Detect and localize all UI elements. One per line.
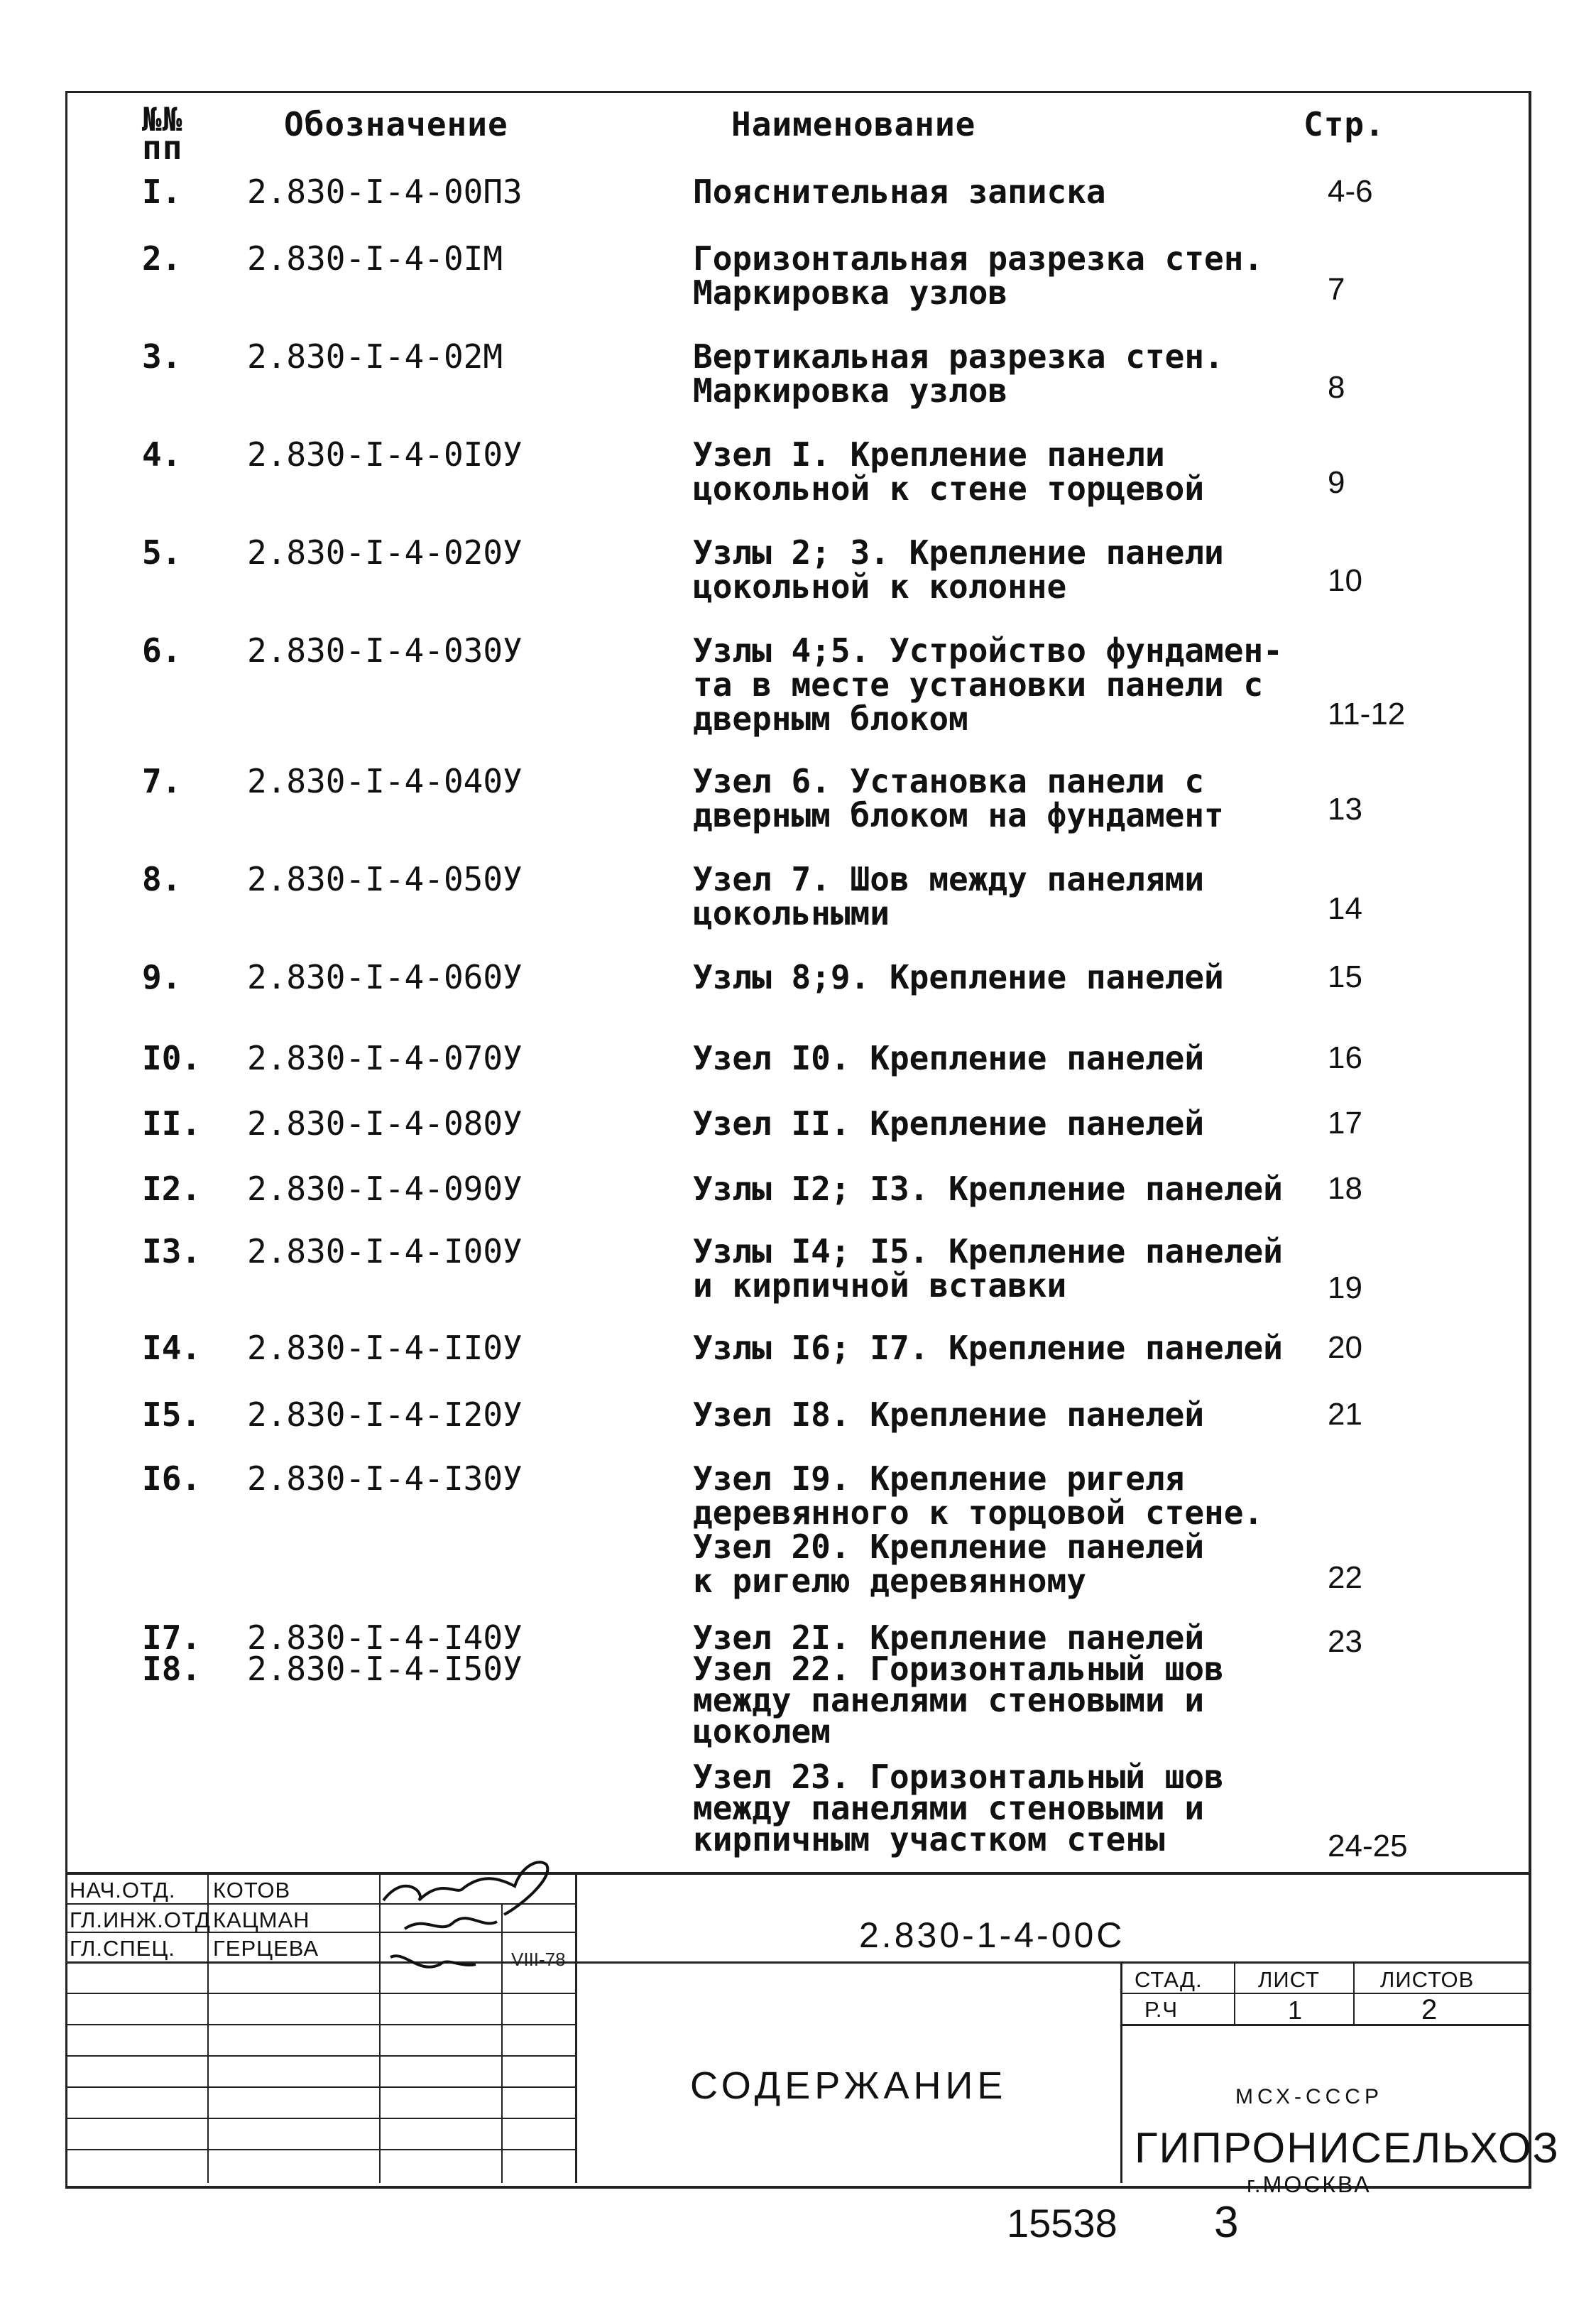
archive-number: 15538 — [1007, 2201, 1117, 2246]
row-number: I6. — [142, 1459, 202, 1498]
organization: ГИПРОНИСЕЛЬХОЗ — [1135, 2124, 1560, 2172]
stage-value: Р.Ч — [1144, 1997, 1179, 2022]
header-designation: Обозначение — [284, 105, 508, 143]
row-name: Узел 7. Шов между панелями цокольными — [693, 860, 1205, 932]
header-num: №№ пп — [142, 100, 183, 167]
row-designation: 2.830-I-4-050У — [247, 860, 523, 898]
signature-scribbles — [376, 1851, 589, 2000]
role-chief-engineer: ГЛ.ИНЖ.ОТД — [70, 1907, 211, 1932]
document-code: 2.830-1-4-00С — [859, 1915, 1125, 1955]
row-page: 18 — [1328, 1171, 1362, 1206]
row-page: 9 — [1328, 465, 1345, 500]
row-page: 23 — [1328, 1624, 1362, 1659]
tb-line — [65, 2118, 575, 2119]
row-number: 4. — [142, 435, 182, 474]
name-katsman: КАЦМАН — [213, 1907, 310, 1932]
row-name: Узел 23. Горизонтальный шов между панелями стеновыми и кирпичным участком стены — [693, 1758, 1224, 1858]
stage-label: СТАД. — [1135, 1967, 1203, 1992]
name-kotov: КОТОВ — [213, 1878, 291, 1903]
role-head-of-dept: НАЧ.ОТД. — [70, 1878, 176, 1903]
header-name: Наименование — [731, 105, 976, 143]
row-page: 13 — [1328, 792, 1362, 827]
row-name: Узлы I2; I3. Крепление панелей — [693, 1170, 1283, 1208]
row-designation: 2.830-I-4-070У — [247, 1039, 523, 1077]
role-chief-specialist: ГЛ.СПЕЦ. — [70, 1936, 175, 1961]
row-name: Узел I9. Крепление ригеля деревянного к торцовой стене. Узел 20. Крепление панелей к ригелю деревянному — [693, 1459, 1264, 1600]
row-page: 16 — [1328, 1040, 1362, 1075]
row-page: 14 — [1328, 891, 1362, 926]
tb-vline — [1120, 1961, 1122, 2183]
row-designation: 2.830-I-4-II0У — [247, 1329, 523, 1367]
row-name: Пояснительная записка — [693, 173, 1106, 211]
row-number: I5. — [142, 1395, 202, 1434]
row-name: Узлы 8;9. Крепление панелей — [693, 958, 1224, 996]
row-number: 5. — [142, 533, 182, 572]
tb-top-line — [65, 1872, 1529, 1875]
row-name: Горизонтальная разрезка стен. Маркировка узлов — [693, 239, 1264, 312]
row-designation: 2.830-I-4-0IМ — [247, 239, 503, 278]
row-page: 22 — [1328, 1560, 1362, 1595]
sheets-value: 2 — [1421, 1994, 1438, 2025]
tb-line — [65, 2086, 575, 2088]
row-name: Вертикальная разрезка стен. Маркировка узлов — [693, 337, 1224, 410]
row-name: Узлы I4; I5. Крепление панелей и кирпичной вставки — [693, 1232, 1283, 1305]
city: г.МОСКВА — [1247, 2172, 1372, 2197]
tb-line — [65, 1961, 1529, 1964]
row-number: 3. — [142, 337, 182, 376]
tb-vline — [1353, 1961, 1355, 2025]
row-number: I7. I8. — [142, 1618, 202, 1688]
row-designation: 2.830-I-4-I00У — [247, 1232, 523, 1270]
row-designation: 2.830-I-4-I30У — [247, 1459, 523, 1498]
row-page: 19 — [1328, 1270, 1362, 1305]
row-page: 20 — [1328, 1330, 1362, 1365]
row-page: 17 — [1328, 1106, 1362, 1141]
page-number: 3 — [1214, 2198, 1239, 2247]
row-name: Узел II. Крепление панелей — [693, 1104, 1205, 1143]
row-page: 24-25 — [1328, 1829, 1408, 1863]
row-page: 15 — [1328, 959, 1362, 994]
sheet-label: ЛИСТ — [1258, 1967, 1320, 1992]
row-page: 11-12 — [1328, 697, 1406, 731]
row-name: Узел I8. Крепление панелей — [693, 1395, 1205, 1434]
sheets-label: ЛИСТОВ — [1380, 1967, 1475, 1992]
row-name: Узлы 4;5. Устройство фундамен- та в месте установки панели с дверным блоком — [693, 631, 1283, 738]
row-page: 4-6 — [1328, 174, 1373, 209]
row-name: Узлы 2; 3. Крепление панели цокольной к колонне — [693, 533, 1224, 606]
row-name: Узлы I6; I7. Крепление панелей — [693, 1329, 1283, 1367]
row-designation: 2.830-I-4-080У — [247, 1104, 523, 1143]
row-designation: 2.830-I-4-I40У 2.830-I-4-I50У — [247, 1618, 523, 1688]
row-designation: 2.830-I-4-030У — [247, 631, 523, 670]
row-designation: 2.830-I-4-060У — [247, 958, 523, 996]
row-designation: 2.830-I-4-0I0У — [247, 435, 523, 474]
header-page: Стр. — [1303, 105, 1385, 143]
tb-line — [65, 2149, 575, 2150]
signature-date: VIII-78 — [511, 1949, 566, 1970]
row-number: I3. — [142, 1232, 202, 1270]
row-name: Узел I. Крепление панели цокольной к стене торцевой — [693, 435, 1205, 508]
row-number: I4. — [142, 1329, 202, 1367]
name-gertseva: ГЕРЦЕВА — [213, 1936, 319, 1961]
row-designation: 2.830-I-4-090У — [247, 1170, 523, 1208]
tb-line — [65, 2055, 575, 2057]
sheet-value: 1 — [1288, 1996, 1303, 2025]
sheet-title: СОДЕРЖАНИЕ — [690, 2064, 1007, 2107]
row-name: Узел 2I. Крепление панелей Узел 22. Горизонтальный шов между панелями стеновыми и цоколем — [693, 1618, 1224, 1751]
row-page: 7 — [1328, 272, 1345, 307]
row-designation: 2.830-I-4-040У — [247, 762, 523, 800]
tb-line — [65, 2024, 575, 2025]
tb-line — [1120, 1993, 1529, 1994]
ministry: МСХ-СССР — [1235, 2085, 1383, 2108]
row-designation: 2.830-I-4-020У — [247, 533, 523, 572]
row-number: I2. — [142, 1170, 202, 1208]
row-number: II. — [142, 1104, 202, 1143]
row-designation: 2.830-I-4-00ПЗ — [247, 173, 523, 211]
row-number: 6. — [142, 631, 182, 670]
row-number: 7. — [142, 762, 182, 800]
row-number: I0. — [142, 1039, 202, 1077]
row-number: 2. — [142, 239, 182, 278]
row-name: Узел 6. Установка панели с дверным блоком на фундамент — [693, 762, 1224, 834]
tb-vline — [1234, 1961, 1235, 2025]
row-number: 8. — [142, 860, 182, 898]
row-designation: 2.830-I-4-02М — [247, 337, 503, 376]
tb-line — [1120, 2024, 1529, 2026]
row-page: 10 — [1328, 563, 1362, 598]
row-page: 8 — [1328, 370, 1345, 405]
row-name: Узел I0. Крепление панелей — [693, 1039, 1205, 1077]
row-number: I. — [142, 173, 182, 211]
row-number: 9. — [142, 958, 182, 996]
row-page: 21 — [1328, 1397, 1362, 1432]
row-designation: 2.830-I-4-I20У — [247, 1395, 523, 1434]
